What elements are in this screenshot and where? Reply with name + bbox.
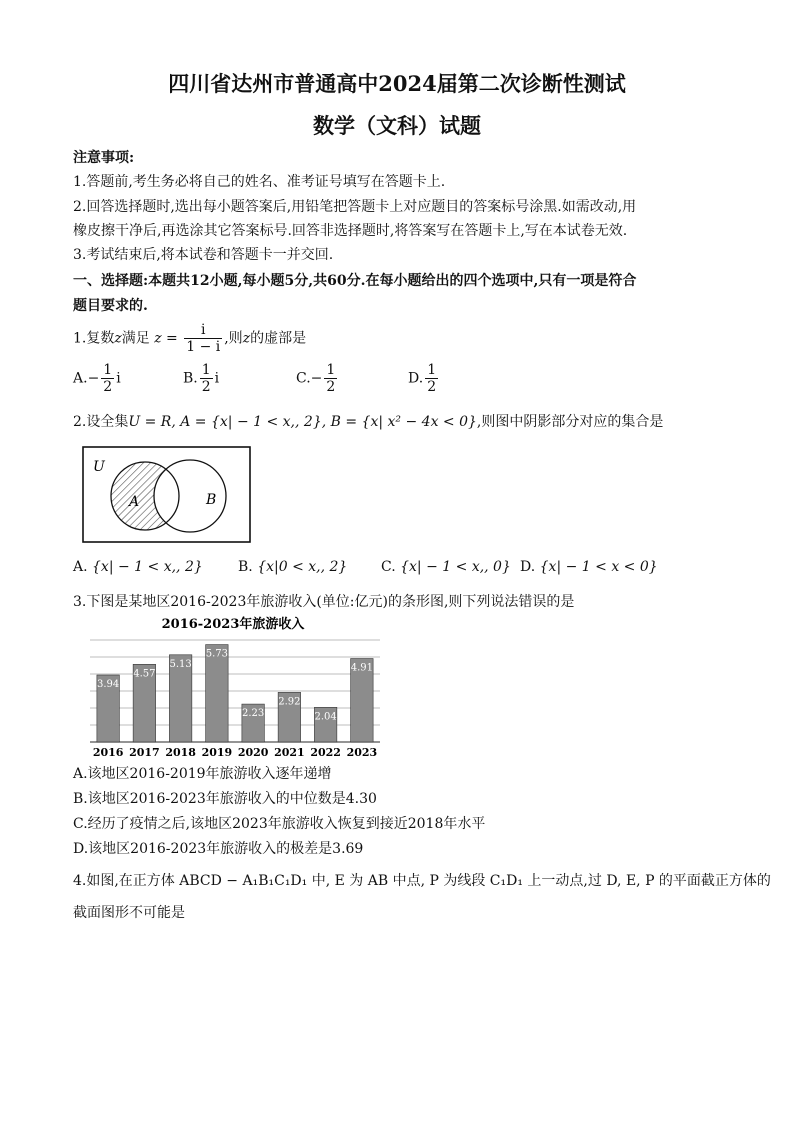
q1-suffix-b: 的虚部是: [250, 330, 307, 347]
q1-option-c[interactable]: [296, 362, 339, 395]
notice-item-1: 1.答题前,考生务必将自己的姓名、准考证号填写在答题卡上.: [73, 174, 446, 190]
bar-value-label: 2.92: [278, 696, 301, 708]
q2-sets: U = R, A = {x| − 1 < x,, 2}, B =: [128, 414, 362, 430]
option-text: {x| − 1 < x,, 0}: [400, 559, 511, 575]
bar-value-label: 2.04: [314, 711, 337, 723]
option-label: D.: [520, 559, 536, 575]
option-fraction: $\frac{1}{2}$: [103, 362, 113, 395]
x-tick-label: 2022: [310, 746, 341, 759]
option-label: B.: [238, 559, 253, 575]
q2-option-c[interactable]: [381, 559, 511, 575]
q3-option-d[interactable]: D.该地区2016-2023年旅游收入的极差是3.69: [73, 841, 364, 857]
section-1-instruction-line-1: 一、选择题:本题共12小题,每小题5分,共60分.在每小题给出的四个选项中,只有一项是符合: [73, 273, 637, 289]
notice-item-2-line-2: 橡皮擦干净后,再选涂其它答案标号.回答非选择题时,将答案写在答题卡上,写在本试卷无效.: [73, 223, 628, 239]
option-text: {x| − 1 < x,, 2}: [92, 559, 203, 575]
q2-suffix: ,则图中阴影部分对应的集合是: [476, 414, 664, 430]
q1-mid: 满足: [121, 330, 150, 347]
x-tick-label: 2018: [165, 746, 196, 759]
q1-prefix: 1.复数: [73, 330, 115, 347]
question-4-stem-line-1: 4.如图,在正方体 ABCD − A₁B₁C₁D₁ 中, E 为 AB 中点, P 为线段 C₁D₁ 上一动点,过 D, E, P 的平面截正方体的: [73, 873, 771, 889]
page-subtitle: 数学（文科）试题: [313, 113, 481, 138]
bar-value-label: 4.57: [133, 668, 156, 680]
q2-option-d[interactable]: [520, 559, 658, 575]
label-a: A: [129, 494, 140, 510]
option-text: {x|0 < x,, 2}: [257, 559, 348, 575]
q2-option-a[interactable]: [73, 559, 203, 575]
question-4-stem-line-2: 截面图形不可能是: [73, 905, 185, 921]
chart-x-labels: [93, 746, 377, 759]
x-tick-label: 2021: [274, 746, 305, 759]
venn-diagram: [82, 446, 252, 544]
q3-option-b[interactable]: B.该地区2016-2023年旅游收入的中位数是4.30: [73, 791, 377, 807]
option-sign: −: [310, 370, 323, 387]
x-tick-label: 2023: [346, 746, 378, 759]
option-fraction: $\frac{1}{2}$: [201, 362, 211, 395]
q1-frac-num: i: [184, 322, 222, 339]
option-tail: i: [116, 370, 121, 387]
notice-item-3: 3.考试结束后,将本试卷和答题卡一并交回.: [73, 247, 334, 263]
q2-prefix: 2.设全集: [73, 414, 129, 430]
bar-value-label: 5.13: [169, 658, 192, 670]
option-sign: −: [87, 370, 100, 387]
label-b: B: [206, 492, 217, 508]
notice-heading: 注意事项:: [73, 150, 135, 166]
tourism-bar-chart: [80, 610, 390, 762]
option-label: C.: [381, 559, 396, 575]
q1-option-a[interactable]: [73, 362, 121, 395]
question-3-stem: 3.下图是某地区2016-2023年旅游收入(单位:亿元)的条形图,则下列说法错误的是: [73, 594, 575, 610]
q3-option-c[interactable]: C.经历了疫情之后,该地区2023年旅游收入恢复到接近2018年水平: [73, 816, 486, 832]
option-fraction: $\frac{1}{2}$: [326, 362, 336, 395]
bar-value-label: 3.94: [96, 679, 120, 691]
q1-fraction: [184, 322, 222, 355]
q1-var-z: z: [114, 330, 122, 347]
section-1-instruction-line-2: 题目要求的.: [73, 298, 148, 314]
x-tick-label: 2019: [201, 746, 233, 759]
bar-value-label: 5.73: [205, 648, 229, 660]
option-label: A.: [73, 370, 88, 387]
q1-var-z-2: z: [242, 330, 251, 347]
q1-option-d[interactable]: [408, 362, 440, 395]
notice-item-2-line-1: 2.回答选择题时,选出每小题答案后,用铅笔把答题卡上对应题目的答案标号涂黑.如需改动,用: [73, 199, 637, 215]
bar-value-label: 4.91: [350, 662, 374, 674]
x-tick-label: 2017: [129, 746, 160, 759]
option-label: D.: [408, 370, 424, 387]
q3-option-a[interactable]: A.该地区2016-2019年旅游收入逐年递增: [73, 766, 332, 782]
page-title: 四川省达州市普通高中2024届第二次诊断性测试: [168, 71, 626, 96]
option-label: A.: [73, 559, 88, 575]
x-tick-label: 2020: [237, 746, 269, 759]
option-text: {x| − 1 < x < 0}: [539, 559, 658, 575]
option-fraction: $\frac{1}{2}$: [427, 362, 437, 395]
chart-title: 2016-2023年旅游收入: [161, 617, 305, 632]
label-u: U: [93, 459, 105, 475]
q1-option-b[interactable]: [183, 362, 219, 395]
option-label: B.: [183, 370, 198, 387]
q2-option-b[interactable]: [238, 559, 347, 575]
option-tail: i: [214, 370, 220, 387]
question-1-stem: [73, 322, 306, 355]
q2-set-b: {x| x² − 4x < 0}: [361, 414, 477, 430]
question-2-stem: [73, 412, 663, 432]
q1-frac-den: 1 − i: [186, 339, 221, 355]
q1-equation: z =: [154, 330, 178, 347]
x-tick-label: 2016: [92, 746, 124, 759]
q1-suffix-a: ,则: [224, 330, 243, 347]
bar-value-label: 2.23: [241, 708, 265, 720]
option-label: C.: [296, 370, 311, 387]
chart-bars: [97, 645, 373, 742]
